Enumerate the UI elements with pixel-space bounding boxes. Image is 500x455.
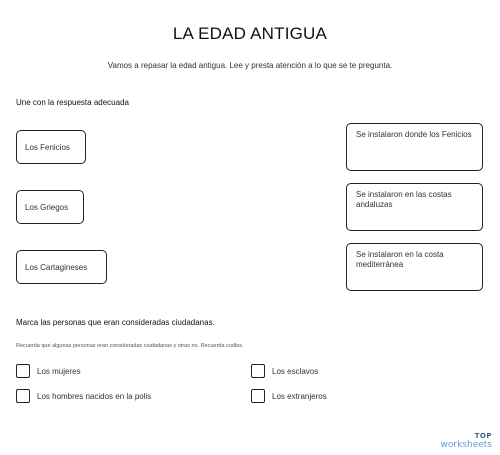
checkbox-section-hint: Recuerda que algunas personas eran consideradas ciudadanas y otras no. Recuerda cudles. [16,343,244,349]
option-mujeres[interactable] [16,364,81,378]
checkbox[interactable] [16,389,30,403]
checkbox-section-heading: Marca las personas que eran consideradas ciudadanas. [16,318,215,327]
option-label: Los extranjeros [272,391,327,401]
brand-logo [441,432,492,450]
match-left-item[interactable]: Los Fenicios [16,130,86,164]
checkbox[interactable] [16,364,30,378]
match-right-item[interactable]: Se instalaron en las costas andaluzas [346,183,483,231]
option-extranjeros[interactable] [251,389,327,403]
option-hombres-polis[interactable] [16,389,151,403]
option-label: Los mujeres [37,366,81,376]
match-left-item[interactable]: Los Cartagineses [16,250,107,284]
option-label: Los hombres nacidos en la polis [37,391,152,401]
intro-text: Vamos a repasar la edad antigua. Lee y presta atención a lo que se te pregunta. [107,61,393,70]
checkbox[interactable] [251,389,265,403]
page-title: LA EDAD ANTIGUA [172,24,328,43]
match-right-item[interactable]: Se instalaron donde los Fenicios [346,123,483,171]
brand-top: TOP [474,432,492,440]
checkbox[interactable] [251,364,265,378]
match-left-item[interactable]: Los Griegos [16,190,84,224]
match-right-item[interactable]: Se instalaron en la costa mediterránea [346,243,483,291]
option-label: Los esclavos [272,366,319,376]
option-esclavos[interactable] [251,364,318,378]
brand-name: worksheets [440,440,492,450]
match-section-heading: Une con la respuesta adecuada [16,98,129,107]
